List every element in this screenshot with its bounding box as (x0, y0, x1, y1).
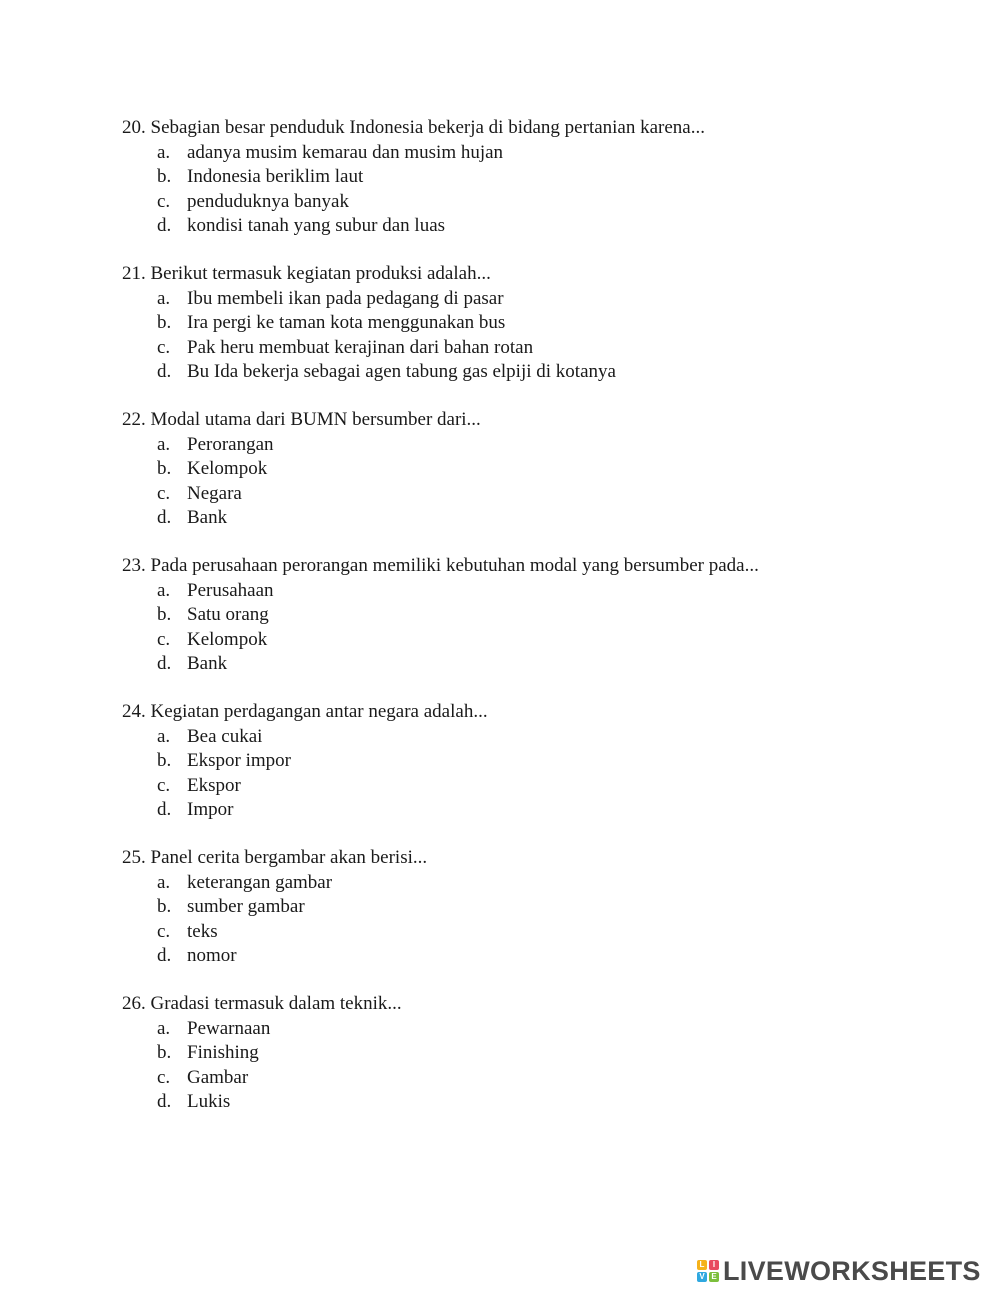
option-letter: d. (157, 799, 172, 820)
answer-option (122, 433, 922, 458)
option-letter: c. (157, 774, 171, 796)
option-letter: c. (157, 190, 171, 212)
answer-option (122, 749, 922, 774)
question-text: 21. Berikut termasuk kegiatan produksi adalah... (122, 263, 491, 284)
option-letter: a. (157, 287, 171, 309)
answer-option (122, 287, 922, 312)
option-letter: b. (157, 458, 172, 479)
logo-tile-l: L (697, 1260, 707, 1270)
liveworksheets-logo-icon (697, 1260, 719, 1282)
question-block (122, 408, 922, 531)
question-text: 25. Panel cerita bergambar akan berisi... (122, 847, 428, 868)
option-letter: d. (157, 653, 172, 674)
question-text: 24. Kegiatan perdagangan antar negara adalah... (122, 701, 488, 722)
answer-option (122, 214, 922, 239)
answer-option (122, 579, 922, 604)
answer-option (122, 1066, 922, 1091)
option-letter: b. (157, 312, 172, 333)
option-text: Finishing (187, 1042, 259, 1063)
option-letter: b. (157, 604, 172, 625)
question-block (122, 846, 922, 969)
option-list (122, 141, 922, 239)
option-letter: d. (157, 945, 172, 966)
option-text: Ekspor (187, 774, 241, 796)
question-block (122, 262, 922, 385)
question-text: 20. Sebagian besar penduduk Indonesia bekerja di bidang pertanian karena... (122, 117, 705, 138)
option-letter: b. (157, 1042, 172, 1063)
option-text: Impor (187, 799, 234, 820)
option-letter: b. (157, 750, 172, 771)
answer-option (122, 1017, 922, 1042)
option-letter: a. (157, 579, 171, 601)
option-text: Kelompok (187, 458, 268, 479)
question-text: 26. Gradasi termasuk dalam teknik... (122, 993, 402, 1014)
question-block (122, 116, 922, 239)
answer-option (122, 141, 922, 166)
option-text: Pak heru membuat kerajinan dari bahan rotan (187, 336, 534, 358)
option-letter: d. (157, 507, 172, 528)
option-letter: a. (157, 1017, 171, 1039)
answer-option (122, 336, 922, 361)
option-letter: b. (157, 166, 172, 187)
option-text: Bank (187, 507, 228, 528)
option-list (122, 433, 922, 531)
answer-option (122, 457, 922, 482)
brand-name: LIVEWORKSHEETS (723, 1256, 981, 1286)
answer-option (122, 1090, 922, 1115)
answer-option (122, 920, 922, 945)
answer-option (122, 895, 922, 920)
answer-option (122, 652, 922, 677)
answer-option (122, 165, 922, 190)
answer-option (122, 190, 922, 215)
option-text: Negara (187, 482, 242, 504)
option-text: penduduknya banyak (187, 190, 349, 212)
option-text: Ekspor impor (187, 750, 291, 771)
option-text: kondisi tanah yang subur dan luas (187, 215, 446, 236)
option-text: Ira pergi ke taman kota menggunakan bus (187, 312, 506, 333)
option-letter: d. (157, 1091, 172, 1112)
liveworksheets-brand (697, 1255, 981, 1287)
option-text: Perorangan (187, 433, 274, 455)
option-letter: c. (157, 1066, 171, 1088)
option-text: Kelompok (187, 628, 268, 650)
option-letter: d. (157, 361, 172, 382)
option-letter: a. (157, 725, 171, 747)
option-list (122, 287, 922, 385)
option-letter: a. (157, 433, 171, 455)
answer-option (122, 506, 922, 531)
answer-option (122, 628, 922, 653)
option-text: Indonesia beriklim laut (187, 166, 364, 187)
option-letter: c. (157, 920, 171, 942)
answer-option (122, 311, 922, 336)
option-text: Satu orang (187, 604, 269, 625)
question-text: 23. Pada perusahaan perorangan memiliki kebutuhan modal yang bersumber pada... (122, 555, 759, 576)
option-text: Gambar (187, 1066, 249, 1088)
answer-option (122, 360, 922, 385)
answer-option (122, 725, 922, 750)
answer-option (122, 1041, 922, 1066)
option-letter: b. (157, 896, 172, 917)
question-block (122, 992, 922, 1115)
option-text: sumber gambar (187, 896, 305, 917)
answer-option (122, 798, 922, 823)
answer-option (122, 871, 922, 896)
option-letter: c. (157, 482, 171, 504)
logo-tile-i: I (709, 1260, 719, 1270)
option-letter: c. (157, 336, 171, 358)
option-text: Lukis (187, 1091, 231, 1112)
option-text: Bea cukai (187, 725, 263, 747)
option-text: Perusahaan (187, 579, 274, 601)
question-block (122, 554, 922, 677)
option-letter: d. (157, 215, 172, 236)
option-text: Pewarnaan (187, 1017, 271, 1039)
question-text: 22. Modal utama dari BUMN bersumber dari... (122, 409, 481, 430)
option-text: Bank (187, 653, 228, 674)
option-text: nomor (187, 945, 237, 966)
answer-option (122, 603, 922, 628)
answer-option (122, 482, 922, 507)
option-list (122, 1017, 922, 1115)
option-letter: a. (157, 141, 171, 163)
option-text: keterangan gambar (187, 871, 333, 893)
logo-tile-v: V (697, 1272, 707, 1282)
option-text: teks (187, 920, 218, 942)
answer-option (122, 944, 922, 969)
option-text: Bu Ida bekerja sebagai agen tabung gas elpiji di kotanya (187, 361, 616, 382)
option-letter: a. (157, 871, 171, 893)
option-list (122, 871, 922, 969)
option-letter: c. (157, 628, 171, 650)
question-block (122, 700, 922, 823)
option-list (122, 725, 922, 823)
logo-tile-e: E (709, 1272, 719, 1282)
option-list (122, 579, 922, 677)
answer-option (122, 774, 922, 799)
worksheet (122, 116, 922, 1138)
option-text: adanya musim kemarau dan musim hujan (187, 141, 504, 163)
option-text: Ibu membeli ikan pada pedagang di pasar (187, 287, 504, 309)
